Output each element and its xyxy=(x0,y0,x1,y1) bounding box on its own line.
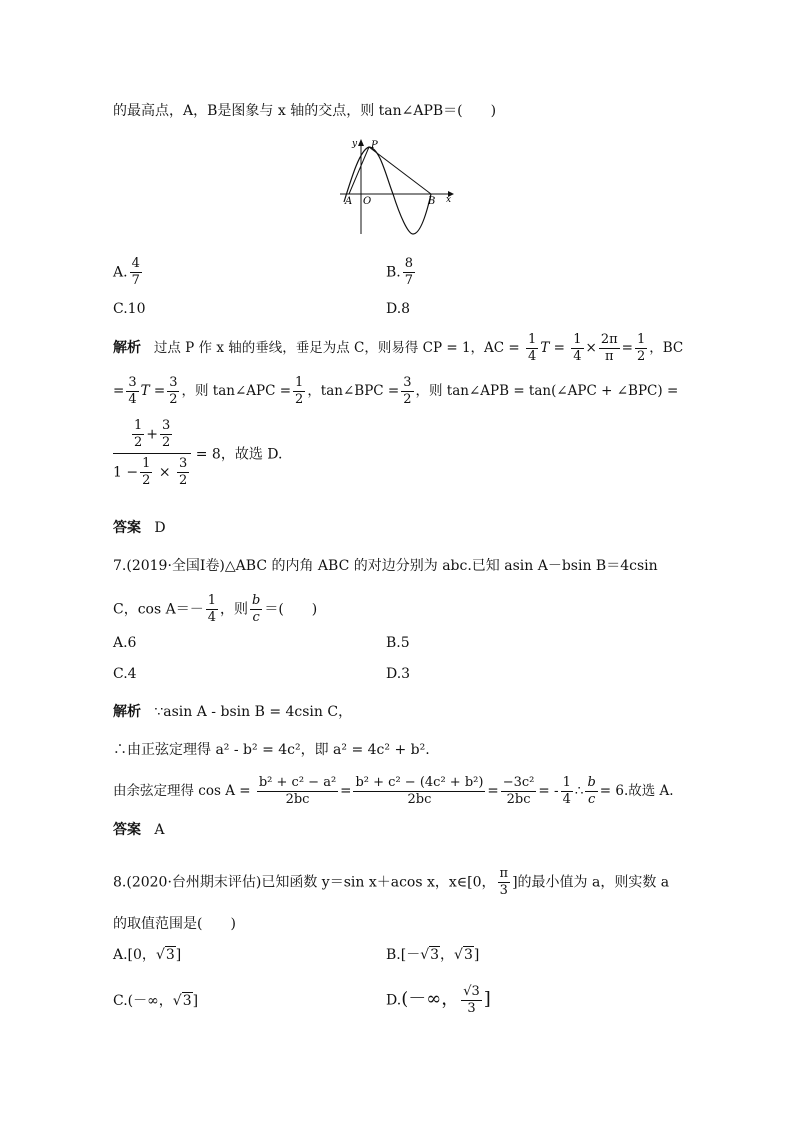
q6-option-b: B. $\frac{8}{7}$ xyxy=(386,256,414,288)
q6-option-c: C.10 xyxy=(113,301,146,317)
answer-label: 答案 xyxy=(113,520,141,536)
q6-solution-line1: 解析 过点 P 作 x 轴的垂线，垂足为点 C，则易得 CP = 1，AC = $\frac{1}{4}$ T = $\frac{1}{4}$ × $\frac{2\pi}{\pi}$ = $\frac{1}{2}$ ，BC xyxy=(113,332,684,364)
segment-ap xyxy=(349,147,369,194)
q7-option-d: D.3 xyxy=(386,666,411,682)
label-a: A xyxy=(345,196,353,207)
q7-option-c: C.4 xyxy=(113,666,137,682)
label-y: y xyxy=(352,139,358,149)
q6-solution-line2: = $\frac{3}{4}$ T = $\frac{3}{2}$ ，则 tan∠APC = $\frac{1}{2}$ ，tan∠BPC = $\frac{3}{2}$ ，则 tan∠APB = tan(∠APC + ∠BPC) = xyxy=(113,375,679,407)
q7-option-a: A.6 xyxy=(113,635,137,651)
q6-answer: 答案 D xyxy=(113,520,166,536)
solution-label: 解析 xyxy=(113,704,141,720)
segment-pb xyxy=(369,147,431,194)
solution-label: 解析 xyxy=(113,340,141,356)
q6-option-a: A. $\frac{4}{7}$ xyxy=(113,256,140,288)
answer-label: 答案 xyxy=(113,822,141,838)
q8-option-b: B.[－√3，√3] xyxy=(386,947,480,963)
q7-solution-line2: ∴由正弦定理得 a² - b² = 4c²，即 a² = 4c² + b². xyxy=(113,742,430,758)
q7-option-b: B.5 xyxy=(386,635,410,651)
q8-option-d: D.(－∞， $\frac{√3}{3}$ ] xyxy=(386,984,491,1016)
q7-solution-line3: 由余弦定理得 cos A = $\frac{\text{b² + c² − a²}}{2bc}$ = $\frac{\text{b² + c² − (4c² + b²)}}{2bc}$ = $\frac{\text{−3c²}}{2bc}$ = - $\frac{1}{4}$ ∴ $\frac{b}{c}$ = 6.故选 A. xyxy=(113,775,674,807)
label-x: x xyxy=(446,195,452,205)
label-b: B xyxy=(428,196,436,207)
q8-stem-line2: 的取值范围是( ) xyxy=(113,916,236,932)
label-o: O xyxy=(363,196,372,207)
q6-stem-tail: 的最高点，A，B是图象与 x 轴的交点，则 tan∠APB＝( ) xyxy=(113,103,497,119)
q6-graph-figure xyxy=(336,136,466,236)
q6-option-d: D.8 xyxy=(386,301,411,317)
q8-option-a: A.[0，√3] xyxy=(113,947,182,963)
q7-solution-line1: 解析 ∵asin A - bsin B = 4csin C， xyxy=(113,704,353,720)
q8-option-c: C.(－∞，√3] xyxy=(113,993,199,1009)
label-p: P xyxy=(371,140,378,151)
y-axis-arrow xyxy=(358,139,364,146)
q8-stem-line1: 8.(2020·台州期末评估)已知函数 y＝sin x＋acos x，x∈[0， $\frac{\pi}{3}$ ]的最小值为 a，则实数 a xyxy=(113,866,670,898)
q7-stem-line1: 7.(2019·全国Ⅰ卷)△ABC 的内角 ABC 的对边分别为 abc.已知 asin A－bsin B＝4csin xyxy=(113,558,658,574)
q6-solution-line3: $\frac{1}{2}$ + $\frac{3}{2}$ 1 − $\frac{1}{2}$ × $\frac{3}{2}$ = 8，故选 D. xyxy=(113,418,283,488)
q7-answer: 答案 A xyxy=(113,822,165,838)
q7-stem-line2: C，cos A＝－ $\frac{1}{4}$ ，则 $\frac{b}{c}$ ＝( ) xyxy=(113,593,318,625)
sine-curve xyxy=(344,147,431,234)
